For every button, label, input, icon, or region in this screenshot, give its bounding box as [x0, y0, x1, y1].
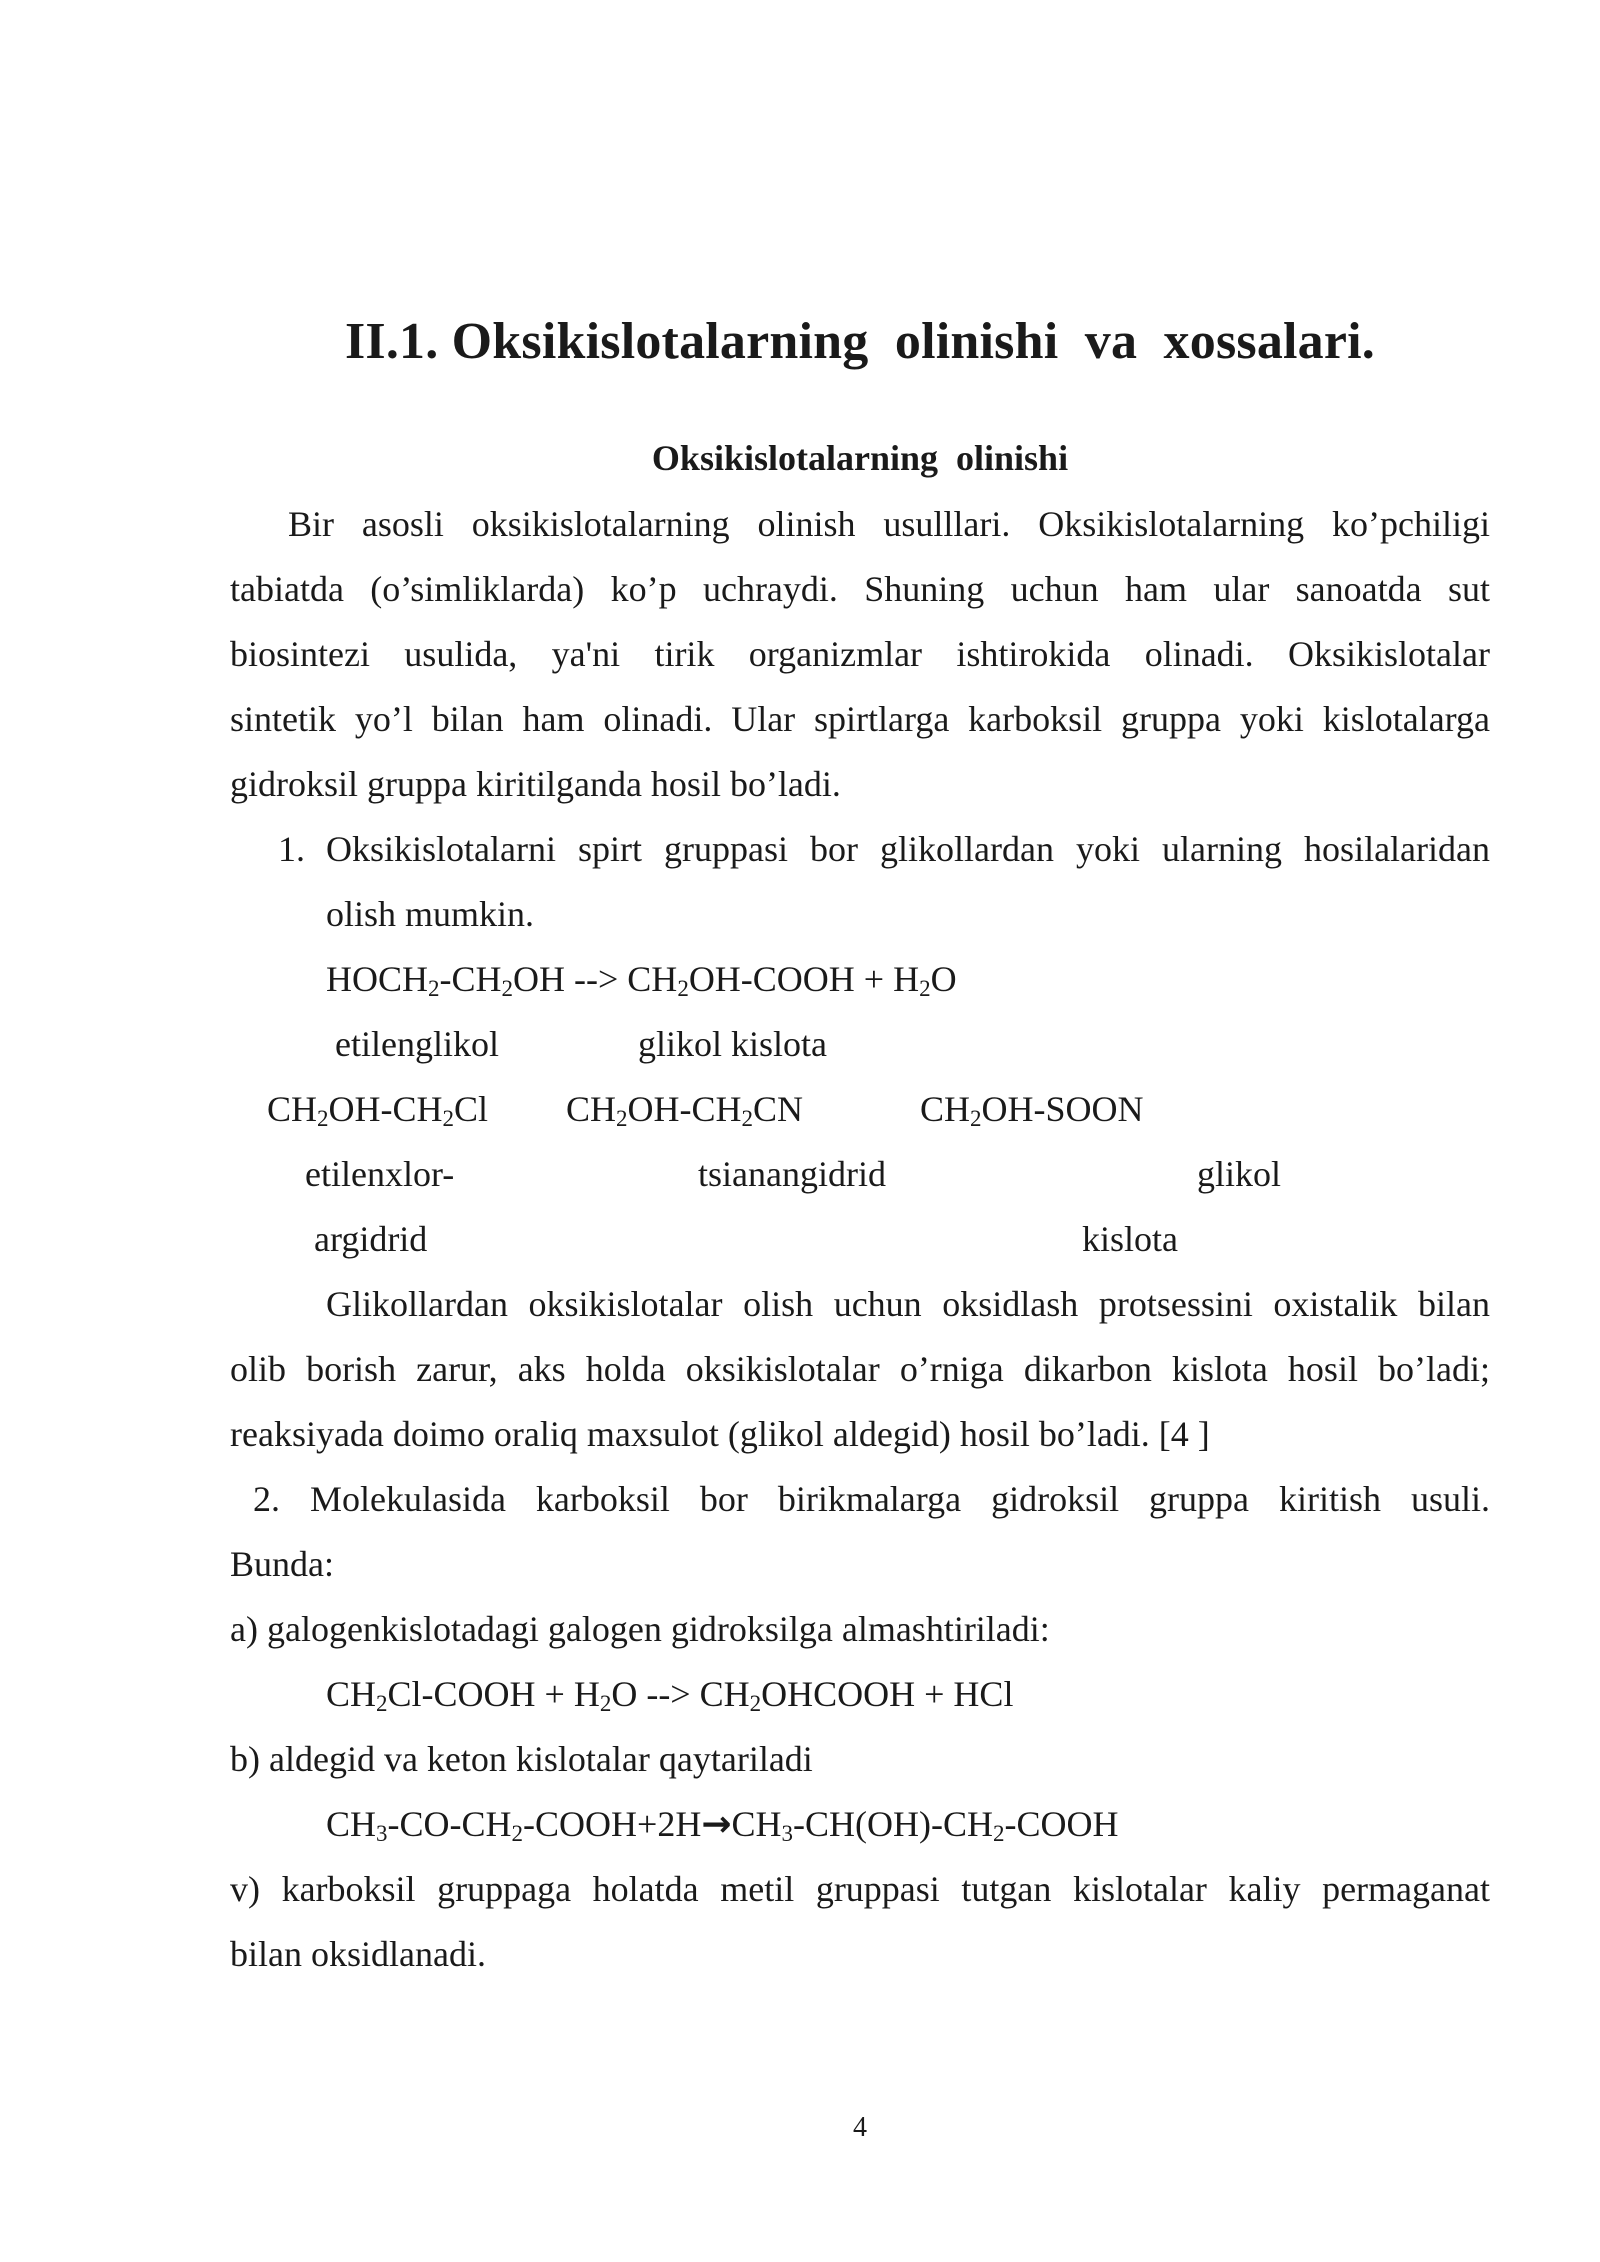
label-glikol: glikol: [1197, 1154, 1282, 1194]
item1-line-1: Oksikislotalarni spirt gruppasi bor glikollardan yoki ularning hosilalaridan: [326, 829, 1490, 869]
item2-line-1: 2. Molekulasida karboksil bor birikmalarga gidroksil gruppa kiritish usuli.: [253, 1479, 1490, 1519]
para2-line-2: olib borish zarur, aks holda oksikislotalar o’rniga dikarbon kislota hosil bo’ladi;: [230, 1349, 1490, 1389]
list-number-1: 1.: [278, 829, 305, 869]
intro-line-5: gidroksil gruppa kiritilganda hosil bo’ladi.: [230, 764, 841, 804]
label-tsianangidrid: tsianangidrid: [698, 1154, 886, 1194]
label-kislota: kislota: [1082, 1219, 1178, 1259]
para2-line-3: reaksiyada doimo oraliq maxsulot (glikol aldegid) hosil bo’ladi. [4 ]: [230, 1414, 1210, 1454]
item-v-line-1: v) karboksil gruppaga holatda metil gruppasi tutgan kislotalar kaliy permaganat: [230, 1869, 1490, 1909]
item1-line-2: olish mumkin.: [326, 894, 535, 934]
label-glikol-kislota: glikol kislota: [638, 1024, 827, 1064]
label-etilenglikol: etilenglikol: [335, 1024, 499, 1064]
intro-line-4: sintetik yo’l bilan ham olinadi. Ular spirtlarga karboksil gruppa yoki kislotalarga: [230, 699, 1490, 739]
intro-line-3: biosintezi usulida, ya'ni tirik organizmlar ishtirokida olinadi. Oksikislotalar: [230, 634, 1490, 674]
section-subtitle: Oksikislotalarning olinishi: [651, 438, 1069, 478]
arrow-right-icon: →: [701, 1804, 732, 1845]
intro-line-2: tabiatda (o’simliklarda) ko’p uchraydi. Shuning uchun ham ular sanoatda sut: [230, 569, 1490, 609]
para2-line-1: Glikollardan oksikislotalar olish uchun oksidlash protsessini oxistalik bilan: [326, 1284, 1490, 1324]
item-v-line-2: bilan oksidlanadi.: [230, 1934, 486, 1974]
equation-halogen-substitution: $CH_2Cl$-COOH + $H_2O$ --> $CH_2OHCOOH$ + HCl: [326, 1674, 1014, 1716]
item-b-text: b) aldegid va keton kislotalar qaytariladi: [230, 1739, 813, 1779]
intro-line-1: Bir asosli oksikislotalarning olinish usulllari. Oksikislotalarning ko’pchiligi: [288, 504, 1490, 544]
page-title: II.1. Oksikislotalarning olinishi va xossalari.: [344, 313, 1376, 370]
equation-glycol-oxidation: $HOCH_2-CH_2OH$ --> $CH_2OH$-COOH + $H_2O$: [326, 959, 957, 1001]
label-argidrid: argidrid: [314, 1219, 428, 1259]
formula-ch2oh-ch2cl: $CH_2OH-CH_2Cl$: [267, 1089, 489, 1131]
formula-ch2oh-ch2cn: $CH_2OH-CH_2CN$: [566, 1089, 804, 1131]
item2-line-2: Bunda:: [230, 1544, 334, 1584]
formula-ch2oh-soon: $CH_2OH$-SOON: [920, 1089, 1144, 1131]
page-number: 4: [853, 2112, 867, 2143]
equation-reduction: $CH_3-CO-CH_2-COOH+2H\to CH_3-CH(OH)-CH_2$-COOH: [326, 1804, 1119, 1846]
item-a-text: a) galogenkislotadagi galogen gidroksilga almashtiriladi:: [230, 1609, 1050, 1649]
label-etilenxlor: etilenxlor-: [305, 1154, 455, 1194]
